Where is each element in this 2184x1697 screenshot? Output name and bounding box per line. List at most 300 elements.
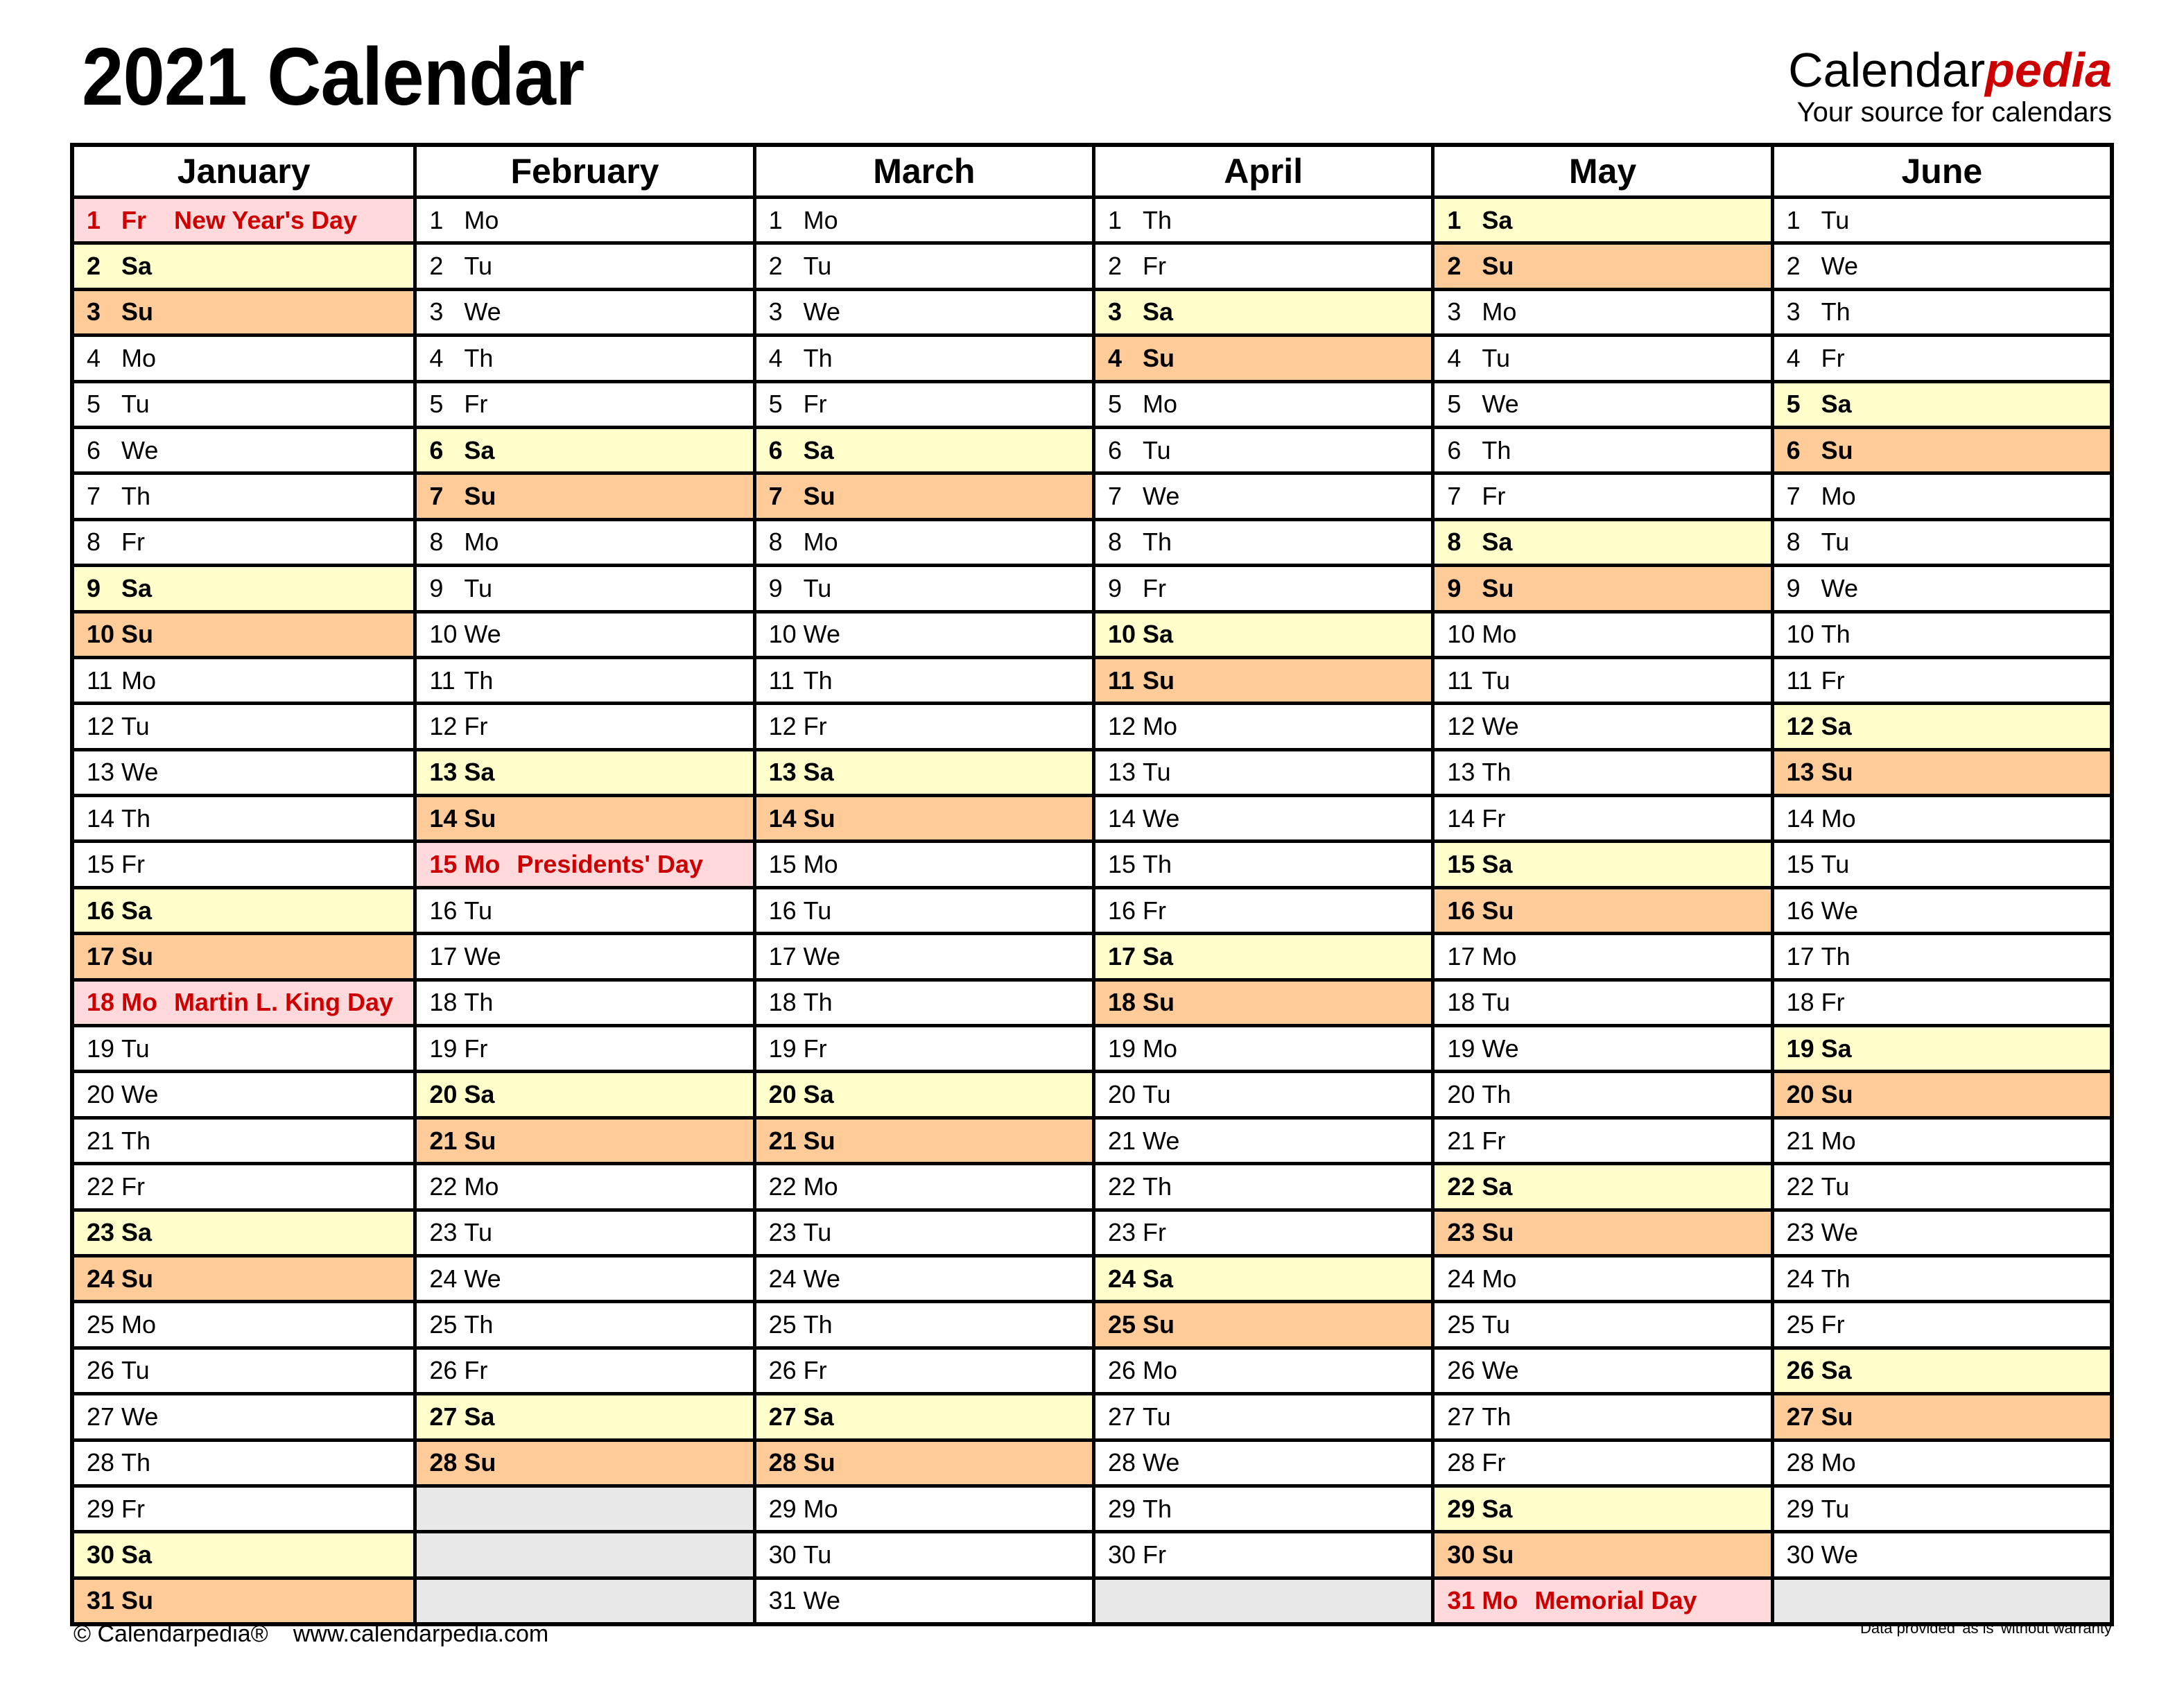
day-cell[interactable] (756, 797, 1092, 843)
day-cell[interactable] (1435, 982, 1770, 1027)
day-cell[interactable] (417, 429, 752, 475)
day-cell[interactable] (1435, 889, 1770, 935)
day-number: 8 (87, 528, 101, 557)
day-number: 20 (1786, 1080, 1814, 1109)
day-cell[interactable] (417, 613, 752, 659)
weekday-label: Mo (121, 988, 157, 1017)
day-cell[interactable] (1095, 1212, 1431, 1257)
weekday-label: Su (803, 803, 835, 833)
day-cell[interactable] (1095, 567, 1431, 613)
day-number: 16 (429, 896, 458, 925)
weekday-label: Mo (464, 205, 499, 234)
weekday-label: Fr (1143, 252, 1166, 281)
day-cell[interactable] (74, 751, 413, 797)
day-cell[interactable] (417, 1442, 752, 1488)
day-number: 13 (1447, 758, 1475, 787)
day-cell[interactable] (1095, 982, 1431, 1027)
day-number: 23 (1786, 1218, 1814, 1247)
weekday-label: Sa (1821, 1356, 1852, 1385)
logo-brand-main: Calendar (1788, 43, 1986, 97)
day-number: 30 (768, 1540, 797, 1569)
day-cell[interactable] (1095, 1488, 1431, 1533)
day-cell[interactable] (1095, 751, 1431, 797)
day-cell[interactable] (756, 1442, 1092, 1488)
day-cell[interactable] (417, 889, 752, 935)
day-cell[interactable] (74, 1212, 413, 1257)
day-cell[interactable] (74, 1120, 413, 1165)
day-number: 5 (1447, 390, 1462, 419)
day-cell[interactable] (1435, 291, 1770, 337)
weekday-label: Tu (1821, 205, 1850, 234)
month-column-march (753, 147, 1092, 1622)
month-header: March (756, 147, 1092, 199)
day-cell[interactable] (756, 889, 1092, 935)
day-number: 8 (1447, 528, 1462, 557)
weekday-label: We (121, 758, 159, 787)
day-number: 12 (87, 711, 115, 740)
day-number: 25 (1108, 1310, 1136, 1339)
weekday-label: Sa (464, 1402, 495, 1431)
day-number: 5 (1786, 390, 1801, 419)
day-cell[interactable] (74, 889, 413, 935)
day-cell[interactable] (1774, 1395, 2110, 1441)
day-cell[interactable] (1095, 521, 1431, 567)
day-cell[interactable] (1435, 567, 1770, 613)
day-cell[interactable] (417, 1395, 752, 1441)
weekday-label: Sa (1482, 528, 1513, 557)
day-cell[interactable] (74, 1395, 413, 1441)
day-cell[interactable] (1774, 383, 2110, 429)
day-cell[interactable] (756, 429, 1092, 475)
day-cell[interactable] (1095, 1350, 1431, 1395)
day-cell[interactable] (417, 1257, 752, 1303)
weekday-label: Fr (803, 390, 827, 419)
day-cell[interactable] (1774, 429, 2110, 475)
weekday-label: We (1821, 1540, 1859, 1569)
weekday-label: Th (1821, 1264, 1851, 1293)
weekday-label: We (803, 1586, 841, 1615)
day-cell[interactable] (1774, 1488, 2110, 1533)
day-cell[interactable] (417, 245, 752, 290)
day-cell[interactable] (756, 1580, 1092, 1622)
weekday-label: We (1821, 1218, 1859, 1247)
day-number: 5 (87, 390, 101, 419)
day-cell[interactable] (756, 982, 1092, 1027)
day-cell[interactable] (417, 521, 752, 567)
day-number: 15 (429, 850, 458, 879)
day-cell[interactable] (417, 337, 752, 383)
day-number: 20 (768, 1080, 797, 1109)
day-cell[interactable] (1774, 475, 2110, 521)
weekday-label: Fr (1821, 988, 1845, 1017)
day-cell[interactable] (1774, 291, 2110, 337)
day-cell[interactable] (417, 1303, 752, 1349)
day-number: 21 (429, 1126, 458, 1155)
day-cell[interactable] (1095, 705, 1431, 751)
day-cell[interactable] (1774, 982, 2110, 1027)
day-cell[interactable] (756, 659, 1092, 705)
day-cell[interactable] (74, 1165, 413, 1211)
day-cell[interactable] (756, 337, 1092, 383)
day-cell[interactable] (1435, 475, 1770, 521)
day-number: 11 (768, 665, 795, 695)
day-number: 6 (1108, 435, 1123, 464)
weekday-label: Sa (1482, 850, 1513, 879)
day-cell[interactable] (74, 1073, 413, 1119)
day-cell[interactable] (756, 521, 1092, 567)
day-cell[interactable] (1435, 1027, 1770, 1073)
weekday-label: Fr (1821, 343, 1845, 372)
holiday-day-cell[interactable] (74, 982, 413, 1027)
weekday-label: Sa (1143, 620, 1174, 649)
day-cell[interactable] (1774, 705, 2110, 751)
day-number: 4 (768, 343, 783, 372)
holiday-day-cell[interactable] (417, 843, 752, 889)
day-number: 24 (768, 1264, 797, 1293)
day-cell[interactable] (1095, 199, 1431, 245)
weekday-label: Sa (121, 1218, 153, 1247)
day-cell[interactable] (1774, 659, 2110, 705)
day-cell[interactable] (417, 1073, 752, 1119)
day-number: 1 (87, 205, 101, 234)
day-cell[interactable] (74, 705, 413, 751)
day-cell[interactable] (417, 705, 752, 751)
day-cell[interactable] (756, 705, 1092, 751)
day-number: 27 (1447, 1402, 1475, 1431)
day-cell[interactable] (74, 659, 413, 705)
day-cell[interactable] (1095, 245, 1431, 290)
weekday-label: Tu (464, 252, 493, 281)
weekday-label: Su (121, 1264, 154, 1293)
weekday-label: We (1143, 803, 1180, 833)
day-number: 24 (87, 1264, 115, 1293)
day-cell[interactable] (1774, 889, 2110, 935)
holiday-day-cell[interactable] (1435, 1580, 1770, 1622)
day-cell[interactable] (417, 751, 752, 797)
day-cell[interactable] (74, 935, 413, 981)
weekday-label: Tu (1821, 1172, 1850, 1201)
day-cell[interactable] (1435, 1533, 1770, 1579)
weekday-label: We (1821, 252, 1859, 281)
day-cell[interactable] (1095, 1120, 1431, 1165)
weekday-label: Th (1482, 758, 1511, 787)
day-cell[interactable] (756, 843, 1092, 889)
day-number: 17 (768, 941, 797, 971)
weekday-label: Sa (464, 758, 495, 787)
day-cell[interactable] (1774, 1212, 2110, 1257)
day-cell[interactable] (74, 245, 413, 290)
day-cell[interactable] (417, 1350, 752, 1395)
holiday-label: New Year's Day (174, 205, 358, 234)
day-cell[interactable] (1095, 475, 1431, 521)
logo-brand-accent: pedia (1985, 43, 2112, 97)
day-cell[interactable] (1435, 1303, 1770, 1349)
day-cell[interactable] (1435, 429, 1770, 475)
day-cell[interactable] (74, 1533, 413, 1579)
day-cell[interactable] (756, 291, 1092, 337)
day-cell[interactable] (1435, 935, 1770, 981)
day-number: 15 (87, 850, 115, 879)
weekday-label: Th (803, 665, 833, 695)
day-cell[interactable] (1095, 291, 1431, 337)
day-cell[interactable] (1774, 521, 2110, 567)
day-number: 19 (87, 1034, 115, 1063)
weekday-label: Fr (1482, 803, 1506, 833)
day-cell[interactable] (756, 245, 1092, 290)
day-cell[interactable] (1435, 659, 1770, 705)
day-number: 21 (1786, 1126, 1814, 1155)
day-number: 25 (1786, 1310, 1814, 1339)
day-cell[interactable] (1095, 1165, 1431, 1211)
holiday-day-cell[interactable] (74, 199, 413, 245)
day-cell[interactable] (74, 337, 413, 383)
day-cell[interactable] (74, 475, 413, 521)
day-cell[interactable] (417, 199, 752, 245)
day-number: 3 (429, 297, 444, 327)
day-cell[interactable] (74, 383, 413, 429)
day-number: 3 (1786, 297, 1801, 327)
day-number: 20 (1447, 1080, 1475, 1109)
day-cell[interactable] (1774, 797, 2110, 843)
day-cell[interactable] (756, 1303, 1092, 1349)
day-cell[interactable] (756, 1212, 1092, 1257)
weekday-label: Tu (121, 390, 150, 419)
day-number: 4 (1786, 343, 1801, 372)
day-number: 4 (87, 343, 101, 372)
day-cell[interactable] (417, 567, 752, 613)
day-cell[interactable] (1095, 337, 1431, 383)
day-cell[interactable] (1435, 1350, 1770, 1395)
day-cell[interactable] (1774, 1120, 2110, 1165)
day-cell[interactable] (417, 383, 752, 429)
day-cell[interactable] (1774, 199, 2110, 245)
weekday-label: Fr (803, 1034, 827, 1063)
day-cell[interactable] (1774, 1303, 2110, 1349)
day-cell[interactable] (1435, 383, 1770, 429)
day-cell[interactable] (417, 982, 752, 1027)
day-cell[interactable] (1435, 751, 1770, 797)
day-cell[interactable] (417, 935, 752, 981)
day-cell[interactable] (417, 475, 752, 521)
day-number: 14 (1447, 803, 1475, 833)
day-cell[interactable] (1435, 1212, 1770, 1257)
day-cell[interactable] (74, 843, 413, 889)
day-cell[interactable] (756, 1073, 1092, 1119)
day-number: 26 (429, 1356, 458, 1385)
weekday-label: Fr (1821, 665, 1845, 695)
day-number: 13 (768, 758, 797, 787)
day-cell[interactable] (1095, 1395, 1431, 1441)
weekday-label: Sa (464, 1080, 495, 1109)
day-cell[interactable] (1774, 613, 2110, 659)
day-cell[interactable] (1435, 1488, 1770, 1533)
day-number: 3 (1108, 297, 1123, 327)
weekday-label: Th (1482, 435, 1511, 464)
weekday-label: Su (121, 297, 154, 327)
day-cell[interactable] (756, 1165, 1092, 1211)
day-cell[interactable] (1435, 1257, 1770, 1303)
day-cell[interactable] (74, 1442, 413, 1488)
weekday-label: We (803, 941, 841, 971)
calendarpedia-logo[interactable] (1788, 43, 2112, 128)
day-cell[interactable] (417, 1120, 752, 1165)
day-number: 5 (1108, 390, 1123, 419)
day-cell[interactable] (1435, 1073, 1770, 1119)
day-cell[interactable] (1774, 1165, 2110, 1211)
weekday-label: We (1482, 1356, 1519, 1385)
weekday-label: Mo (803, 528, 838, 557)
day-cell[interactable] (74, 1350, 413, 1395)
weekday-label: Sa (1482, 1172, 1513, 1201)
day-cell[interactable] (1435, 613, 1770, 659)
day-cell[interactable] (74, 521, 413, 567)
weekday-label: Sa (803, 1402, 834, 1431)
day-cell[interactable] (756, 1533, 1092, 1579)
day-cell[interactable] (1435, 705, 1770, 751)
day-cell[interactable] (74, 613, 413, 659)
holiday-label: Memorial Day (1534, 1586, 1697, 1615)
day-cell[interactable] (1095, 889, 1431, 935)
day-cell[interactable] (1095, 659, 1431, 705)
day-cell[interactable] (1095, 429, 1431, 475)
day-cell[interactable] (1435, 797, 1770, 843)
day-cell[interactable] (74, 1580, 413, 1622)
day-number: 7 (87, 482, 101, 511)
day-cell[interactable] (1095, 935, 1431, 981)
day-cell[interactable] (1095, 383, 1431, 429)
day-cell[interactable] (417, 659, 752, 705)
day-number: 25 (429, 1310, 458, 1339)
day-number: 7 (429, 482, 444, 511)
day-number: 9 (768, 573, 783, 602)
day-cell[interactable] (1435, 1395, 1770, 1441)
day-cell[interactable] (756, 567, 1092, 613)
day-cell[interactable] (1774, 1442, 2110, 1488)
weekday-label: Th (464, 343, 494, 372)
day-cell[interactable] (1774, 1257, 2110, 1303)
page-title: 2021 Calendar (82, 31, 584, 123)
day-cell[interactable] (74, 291, 413, 337)
day-cell[interactable] (74, 429, 413, 475)
day-number: 23 (1108, 1218, 1136, 1247)
weekday-label: Th (464, 665, 494, 695)
day-cell[interactable] (1095, 613, 1431, 659)
day-cell[interactable] (417, 291, 752, 337)
day-cell[interactable] (1774, 1027, 2110, 1073)
day-cell[interactable] (1435, 521, 1770, 567)
day-cell[interactable] (756, 1488, 1092, 1533)
weekday-label: Tu (121, 711, 150, 740)
day-cell[interactable] (417, 1027, 752, 1073)
day-cell[interactable] (74, 1257, 413, 1303)
day-number: 28 (87, 1448, 115, 1477)
day-cell[interactable] (756, 475, 1092, 521)
weekday-label: Mo (1482, 620, 1517, 649)
weekday-label: Mo (464, 1172, 499, 1201)
day-number: 22 (1786, 1172, 1814, 1201)
day-cell[interactable] (417, 1165, 752, 1211)
day-cell[interactable] (1095, 1442, 1431, 1488)
day-cell[interactable] (417, 1212, 752, 1257)
day-number: 25 (768, 1310, 797, 1339)
day-cell[interactable] (74, 1303, 413, 1349)
weekday-label: Mo (1482, 297, 1517, 327)
day-cell[interactable] (1095, 1533, 1431, 1579)
day-cell[interactable] (756, 1350, 1092, 1395)
day-cell[interactable] (756, 751, 1092, 797)
day-cell[interactable] (1774, 245, 2110, 290)
day-cell[interactable] (1774, 1533, 2110, 1579)
weekday-label: We (1821, 896, 1859, 925)
day-number: 1 (768, 205, 783, 234)
day-cell[interactable] (74, 1027, 413, 1073)
day-number: 24 (1786, 1264, 1814, 1293)
day-cell[interactable] (1774, 337, 2110, 383)
day-cell[interactable] (756, 935, 1092, 981)
weekday-label: Th (121, 1448, 151, 1477)
weekday-label: Tu (803, 252, 832, 281)
weekday-label: We (121, 435, 159, 464)
day-cell[interactable] (417, 797, 752, 843)
day-number: 3 (768, 297, 783, 327)
weekday-label: Th (1143, 1494, 1172, 1523)
weekday-label: Sa (1821, 711, 1852, 740)
day-cell[interactable] (74, 567, 413, 613)
day-cell[interactable] (1774, 567, 2110, 613)
weekday-label: We (121, 1080, 159, 1109)
day-cell[interactable] (1774, 1073, 2110, 1119)
day-cell[interactable] (1435, 337, 1770, 383)
day-cell[interactable] (756, 1395, 1092, 1441)
day-cell[interactable] (756, 383, 1092, 429)
day-number: 22 (768, 1172, 797, 1201)
day-cell[interactable] (74, 797, 413, 843)
weekday-label: Mo (1143, 390, 1178, 419)
day-cell[interactable] (1774, 1350, 2110, 1395)
day-number: 1 (1447, 205, 1462, 234)
day-cell[interactable] (1095, 1303, 1431, 1349)
day-cell[interactable] (1435, 199, 1770, 245)
day-cell[interactable] (756, 613, 1092, 659)
day-cell[interactable] (756, 1120, 1092, 1165)
day-cell[interactable] (756, 1027, 1092, 1073)
day-number: 9 (1108, 573, 1123, 602)
day-cell[interactable] (1095, 1073, 1431, 1119)
day-cell[interactable] (756, 199, 1092, 245)
day-cell[interactable] (1095, 843, 1431, 889)
day-cell[interactable] (1774, 843, 2110, 889)
weekday-label: Th (1821, 297, 1851, 327)
day-cell[interactable] (1435, 1442, 1770, 1488)
day-cell[interactable] (1435, 843, 1770, 889)
day-number: 16 (1108, 896, 1136, 925)
day-cell[interactable] (1095, 797, 1431, 843)
day-cell[interactable] (1095, 1027, 1431, 1073)
day-number: 22 (87, 1172, 115, 1201)
weekday-label: Mo (1821, 482, 1856, 511)
day-cell[interactable] (1435, 245, 1770, 290)
day-cell[interactable] (756, 1257, 1092, 1303)
day-cell[interactable] (1435, 1120, 1770, 1165)
day-cell[interactable] (1774, 935, 2110, 981)
weekday-label: Mo (1482, 1586, 1518, 1615)
day-cell[interactable] (74, 1488, 413, 1533)
day-number: 1 (1108, 205, 1123, 234)
day-cell[interactable] (1435, 1165, 1770, 1211)
website-link[interactable]: www.calendarpedia.com (293, 1621, 549, 1647)
day-cell[interactable] (1095, 1257, 1431, 1303)
day-cell[interactable] (1774, 751, 2110, 797)
